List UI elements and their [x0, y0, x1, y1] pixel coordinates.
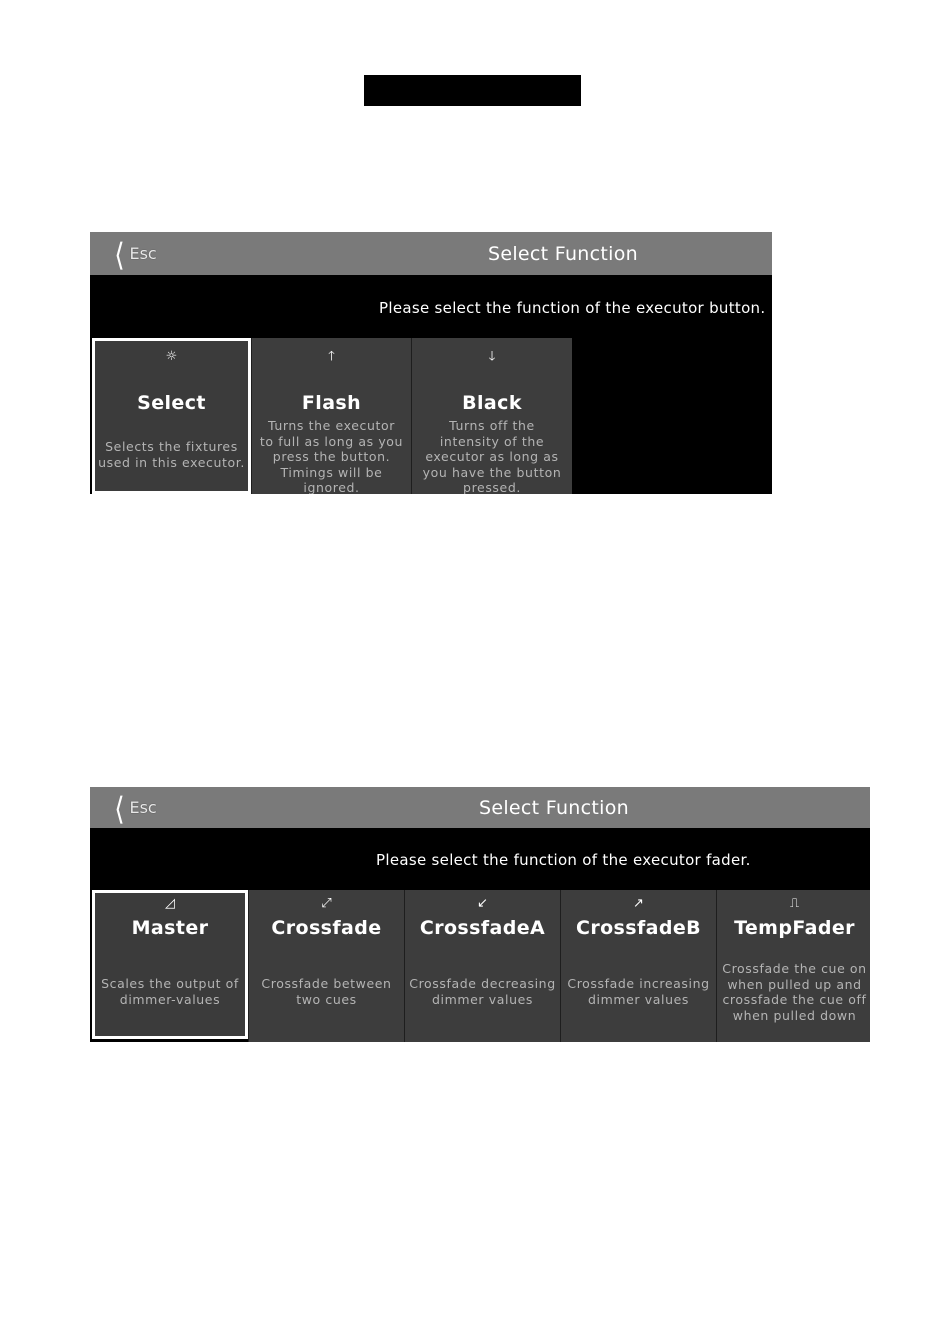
ramp-icon: ◿ — [165, 896, 175, 911]
option-title: Crossfade — [271, 917, 382, 939]
esc-label: Esc — [129, 244, 157, 263]
esc-button[interactable] — [108, 232, 157, 275]
option-title: CrossfadeA — [419, 917, 546, 939]
option-description: Turns off the intensity of the executor as long as you have the button pressed. — [422, 418, 562, 494]
bulb-icon: ☼ — [165, 349, 178, 364]
option-title: Master — [131, 917, 209, 939]
option-title: Select — [137, 392, 206, 414]
option-select[interactable] — [92, 338, 251, 494]
dialog-title: Select Function — [479, 796, 629, 819]
option-description: Turns the executor to full as long as you press the button. Timings will be ignored. — [259, 418, 404, 494]
arrow-up-right-icon: ↗ — [633, 896, 644, 911]
chevron-left-icon: ❬ — [113, 790, 127, 824]
dialog-title: Select Function — [488, 242, 638, 265]
option-description: Scales the output of dimmer-values — [101, 976, 239, 1007]
dialog-header — [90, 787, 870, 828]
option-master[interactable] — [92, 890, 248, 1039]
option-description: Crossfade the cue on when pulled up and crossfade the cue off when pulled down — [722, 961, 867, 1023]
function-options — [90, 890, 870, 1042]
dialog-header — [90, 232, 772, 275]
option-crossfade[interactable] — [248, 890, 404, 1042]
option-crossfade-a[interactable] — [404, 890, 560, 1042]
option-description: Crossfade between two cues — [261, 976, 392, 1007]
option-title: CrossfadeB — [575, 917, 702, 939]
arrow-up-icon: 🡑 — [328, 349, 335, 364]
option-flash[interactable] — [251, 338, 411, 494]
redaction-bar — [364, 75, 581, 106]
select-function-dialog-button — [90, 232, 772, 494]
esc-button[interactable] — [108, 787, 157, 828]
chevron-left-icon: ❬ — [113, 236, 127, 270]
option-title: Flash — [301, 392, 362, 414]
option-description: Crossfade decreasing dimmer values — [409, 976, 556, 1007]
select-function-dialog-fader — [90, 787, 870, 1042]
option-crossfade-b[interactable] — [560, 890, 716, 1042]
dialog-message: Please select the function of the executor fader. — [376, 851, 751, 869]
option-description: Crossfade increasing dimmer values — [567, 976, 710, 1007]
arrow-down-icon: 🡓 — [488, 349, 496, 364]
function-options — [90, 338, 572, 494]
dialog-message: Please select the function of the executor button. — [379, 299, 766, 317]
option-description: Selects the fixtures used in this executor. — [98, 439, 245, 470]
option-black[interactable] — [411, 338, 572, 494]
esc-label: Esc — [129, 798, 157, 817]
option-title: Black — [462, 392, 522, 414]
diagonal-double-arrow-icon: ⤢ — [321, 896, 332, 911]
option-temp-fader[interactable] — [716, 890, 870, 1042]
pulse-icon: ⎍ — [789, 896, 800, 911]
option-title: TempFader — [734, 917, 855, 939]
arrow-down-left-icon: ↙ — [477, 896, 488, 911]
